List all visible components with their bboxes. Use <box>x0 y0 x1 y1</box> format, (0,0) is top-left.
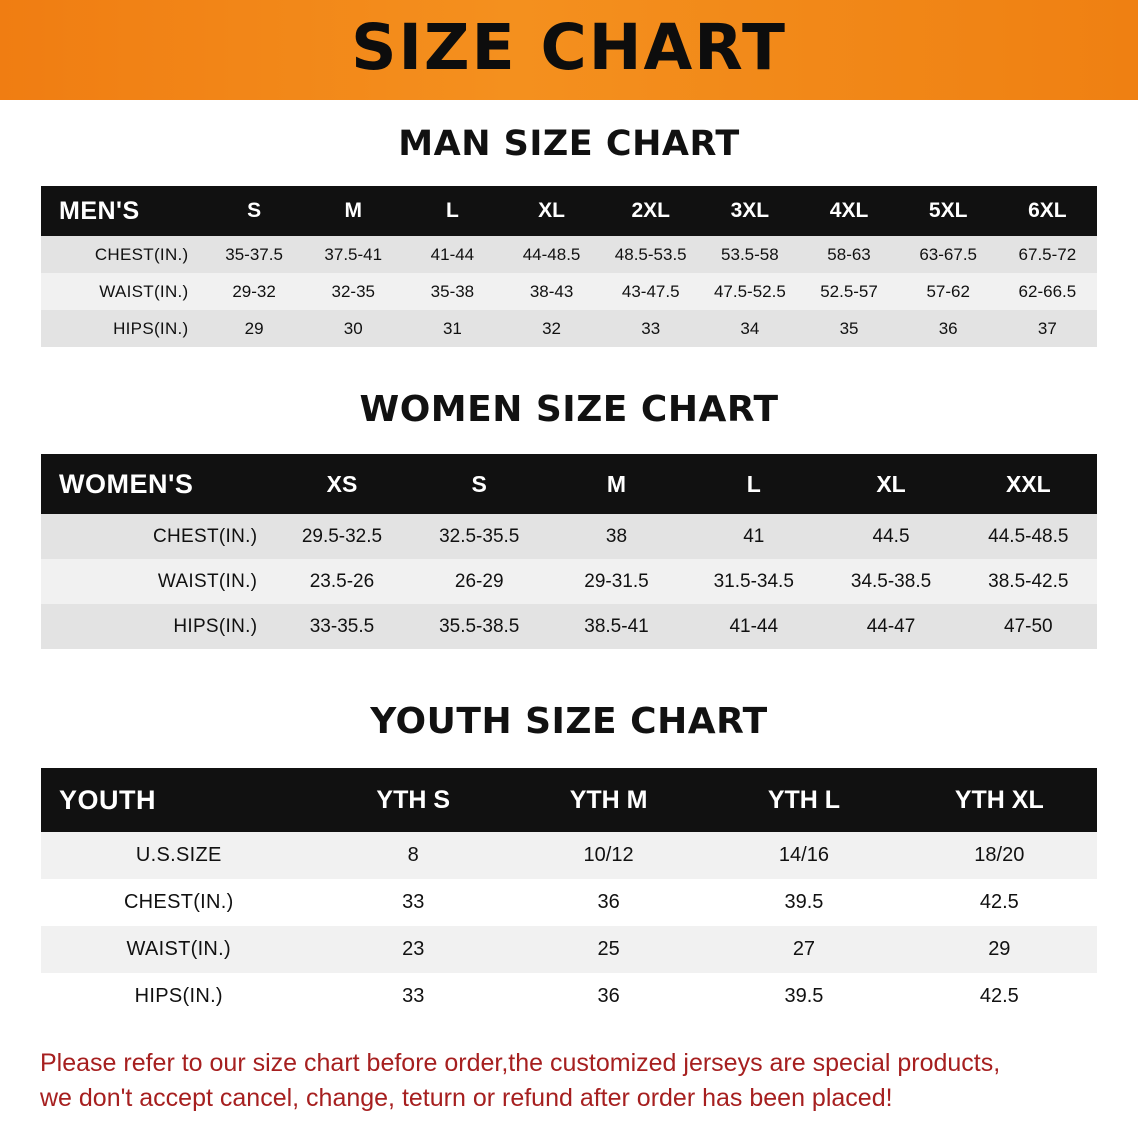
table-cell: 27 <box>792 938 816 960</box>
man-header-label: MEN'S <box>59 196 140 225</box>
table-cell: 43-47.5 <box>621 281 680 301</box>
table-cell: 63-67.5 <box>919 244 978 264</box>
table-cell: 44-48.5 <box>522 244 581 264</box>
table-cell: 8 <box>407 844 419 866</box>
table-cell: 34.5-38.5 <box>850 570 932 592</box>
row-label: WAIST(IN.) <box>126 938 231 960</box>
row-label: WAIST(IN.) <box>99 281 189 301</box>
table-cell: 26-29 <box>454 570 504 592</box>
row-label: U.S.SIZE <box>135 844 222 866</box>
table-header-row <box>41 768 1097 832</box>
row-label: HIPS(IN.) <box>173 615 258 637</box>
table-cell: 58-63 <box>827 244 871 264</box>
table-cell: 42.5 <box>979 891 1019 913</box>
women-size-header: S <box>471 470 487 497</box>
man-size-header: 4XL <box>829 199 869 222</box>
table-cell: 35 <box>839 318 859 338</box>
table-row <box>41 236 1097 273</box>
table-cell: 35-38 <box>430 281 475 301</box>
table-row <box>41 973 1097 1020</box>
table-cell: 23.5-26 <box>309 570 375 592</box>
table-cell: 38-43 <box>529 281 574 301</box>
row-label: CHEST(IN.) <box>123 891 234 913</box>
youth-size-header: YTH S <box>376 785 451 814</box>
table-cell: 36 <box>597 891 620 913</box>
youth-header-label: YOUTH <box>59 784 156 815</box>
table-cell: 38 <box>605 525 628 547</box>
table-cell: 31 <box>442 318 462 338</box>
table-row <box>41 604 1097 649</box>
table-cell: 38.5-42.5 <box>988 570 1069 592</box>
table-cell: 41-44 <box>430 244 475 264</box>
table-cell: 32.5-35.5 <box>439 525 520 547</box>
table-cell: 44.5 <box>872 525 910 547</box>
table-cell: 14/16 <box>778 844 829 866</box>
table-cell: 39.5 <box>784 985 824 1007</box>
man-size-header: M <box>344 199 362 222</box>
table-cell: 44-47 <box>866 615 916 637</box>
table-cell: 36 <box>597 985 620 1007</box>
table-cell: 41 <box>743 525 765 547</box>
table-cell: 42.5 <box>979 985 1019 1007</box>
table-cell: 34 <box>740 318 760 338</box>
table-cell: 67.5-72 <box>1018 244 1077 264</box>
table-row <box>41 514 1097 559</box>
row-label: HIPS(IN.) <box>134 985 223 1007</box>
row-label: CHEST(IN.) <box>94 244 189 264</box>
table-cell: 35-37.5 <box>225 244 283 264</box>
women-size-header: M <box>606 470 627 497</box>
youth-size-header: YTH M <box>569 785 648 814</box>
table-cell: 33 <box>402 985 425 1007</box>
table-cell: 29 <box>244 318 264 338</box>
row-label: HIPS(IN.) <box>113 318 189 338</box>
table-row <box>41 879 1097 926</box>
table-cell: 47-50 <box>1004 615 1053 637</box>
table-cell: 25 <box>597 938 620 960</box>
table-row <box>41 832 1097 879</box>
policy-note-line-2: we don't accept cancel, change, teturn or refund after order has been placed! <box>40 1083 893 1112</box>
table-cell: 62-66.5 <box>1018 281 1077 301</box>
man-size-header: S <box>247 199 262 222</box>
women-size-header: XXL <box>1005 470 1051 497</box>
page-banner <box>0 0 1138 100</box>
table-cell: 10/12 <box>583 844 634 866</box>
table-cell: 35.5-38.5 <box>439 615 520 637</box>
youth-size-header: YTH L <box>767 785 841 814</box>
table-cell: 33 <box>402 891 425 913</box>
table-header-row <box>41 454 1097 514</box>
table-cell: 47.5-52.5 <box>713 281 786 301</box>
man-size-header: 2XL <box>631 199 670 222</box>
man-size-header: 3XL <box>730 199 770 222</box>
youth-size-header: YTH XL <box>954 785 1044 814</box>
man-size-header: 5XL <box>928 199 968 222</box>
man-size-header: 6XL <box>1028 199 1067 222</box>
page-title: SIZE CHART <box>351 10 787 84</box>
table-cell: 57-62 <box>926 281 970 301</box>
table-cell: 44.5-48.5 <box>988 525 1069 547</box>
table-cell: 41-44 <box>729 615 779 637</box>
women-size-header: XL <box>876 470 906 497</box>
table-cell: 53.5-58 <box>721 244 779 264</box>
table-cell: 29 <box>988 938 1011 960</box>
table-header-row <box>41 186 1097 236</box>
table-cell: 37 <box>1037 318 1057 338</box>
youth-section-title: YOUTH SIZE CHART <box>370 701 768 742</box>
table-cell: 29.5-32.5 <box>301 525 383 547</box>
table-cell: 33-35.5 <box>309 615 375 637</box>
man-size-table <box>41 186 1097 347</box>
table-cell: 48.5-53.5 <box>614 244 687 264</box>
women-section-title: WOMEN SIZE CHART <box>359 389 779 430</box>
table-cell: 29-31.5 <box>584 570 649 592</box>
table-cell: 33 <box>641 318 661 338</box>
table-cell: 32-35 <box>331 281 375 301</box>
women-size-table <box>41 454 1097 649</box>
women-size-header: L <box>746 470 761 497</box>
table-cell: 52.5-57 <box>820 281 878 301</box>
table-cell: 29-32 <box>232 281 276 301</box>
women-header-label: WOMEN'S <box>59 468 194 499</box>
table-cell: 23 <box>402 938 425 960</box>
table-row <box>41 273 1097 310</box>
table-cell: 30 <box>343 318 363 338</box>
policy-note-line-1: Please refer to our size chart before order,the customized jerseys are special products, <box>40 1049 1001 1077</box>
table-row <box>41 559 1097 604</box>
women-size-header: XS <box>326 470 358 497</box>
man-size-header: L <box>445 199 459 222</box>
row-label: WAIST(IN.) <box>157 570 258 592</box>
row-label: CHEST(IN.) <box>153 525 258 547</box>
table-cell: 37.5-41 <box>324 244 383 264</box>
table-row <box>41 310 1097 347</box>
youth-table-wrapper <box>41 768 1097 1020</box>
table-cell: 31.5-34.5 <box>713 570 794 592</box>
policy-note <box>40 1046 1098 1115</box>
table-cell: 36 <box>938 318 958 338</box>
table-cell: 39.5 <box>784 891 824 913</box>
table-cell: 32 <box>542 318 562 338</box>
man-size-header: XL <box>538 199 565 222</box>
women-table-wrapper <box>41 454 1097 649</box>
man-section-title: MAN SIZE CHART <box>398 124 740 164</box>
youth-size-table <box>41 768 1097 1020</box>
table-row <box>41 926 1097 973</box>
table-cell: 18/20 <box>974 844 1025 866</box>
man-table-wrapper <box>41 186 1097 347</box>
table-cell: 38.5-41 <box>584 615 649 637</box>
